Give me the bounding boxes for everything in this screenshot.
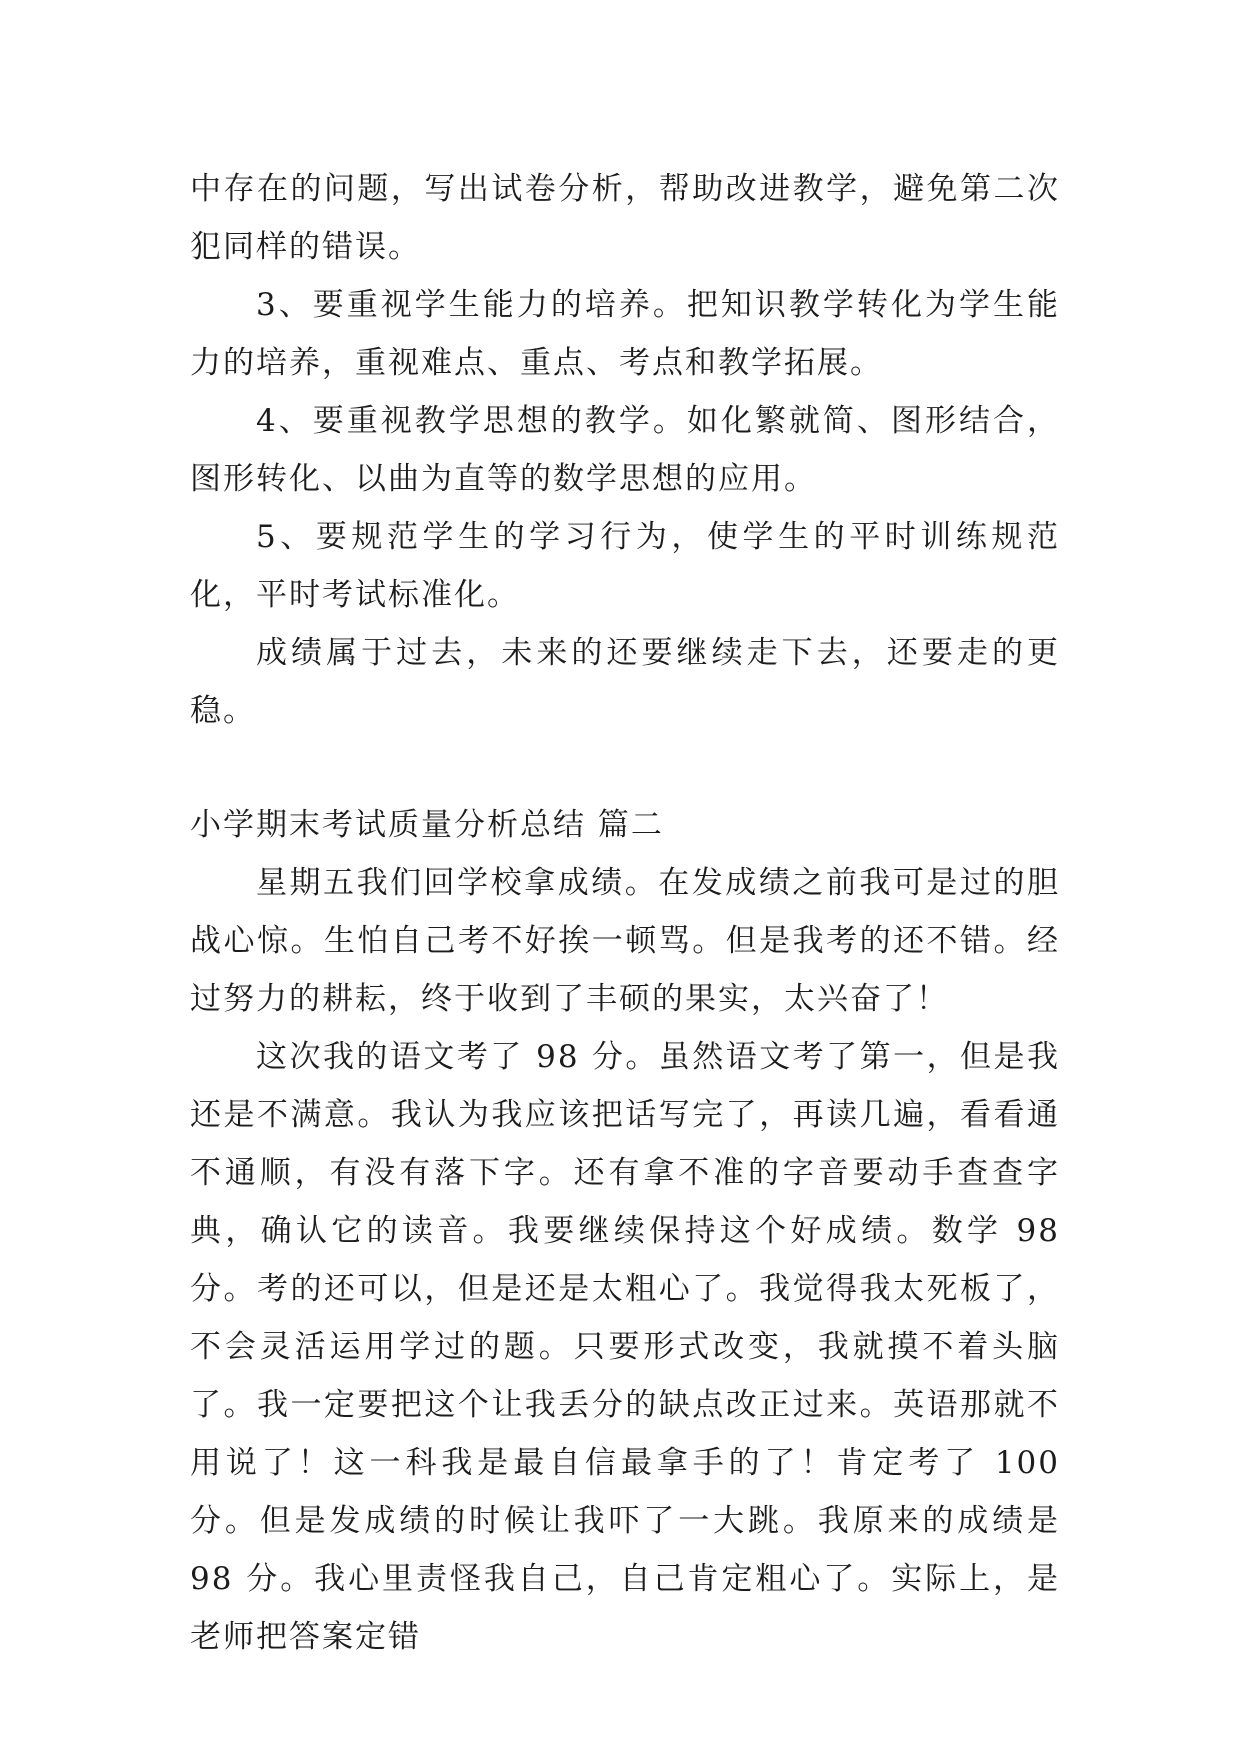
document-body <box>190 160 1060 1666</box>
paragraph-intro: 星期五我们回学校拿成绩。在发成绩之前我可是过的胆战心惊。生怕自己考不好挨一顿骂。但是我考的还不错。经过努力的耕耘，终于收到了丰硕的果实，太兴奋了！ <box>190 865 1060 1017</box>
paragraph-item-5: 5、要规范学生的学习行为，使学生的平时训练规范化，平时考试标准化。 <box>190 519 1060 613</box>
paragraph-continued: 中存在的问题，写出试卷分析，帮助改进教学，避免第二次犯同样的错误。 <box>190 171 1060 265</box>
paragraph-conclusion: 成绩属于过去，未来的还要继续走下去，还要走的更稳。 <box>190 635 1060 729</box>
paragraph-item-3: 3、要重视学生能力的培养。把知识教学转化为学生能力的培养，重视难点、重点、考点和教学拓展。 <box>190 287 1060 381</box>
section-title: 小学期末考试质量分析总结 篇二 <box>190 807 664 843</box>
paragraph-scores: 这次我的语文考了 98 分。虽然语文考了第一，但是我还是不满意。我认为我应该把话写完了，再读几遍，看看通不通顺，有没有落下字。还有拿不准的字音要动手查查字典，确认它的读音。我要继续保持这个好成绩。数学 98 分。考的还可以，但是还是太粗心了。我觉得我太死板了，不会灵活运用学过的题。只要形式改变，我就摸不着头脑了。我一定要把这个让我丢分的缺点改正过来。英语那就不用说了！这一科我是最自信最拿手的了！肯定考了 100 分。但是发成绩的时候让我吓了一大跳。我原来的成绩是 98 分。我心里责怪我自己，自己肯定粗心了。实际上，是老师把答案定错 <box>190 1039 1060 1655</box>
paragraph-item-4: 4、要重视教学思想的教学。如化繁就简、图形结合，图形转化、以曲为直等的数学思想的应用。 <box>190 403 1060 497</box>
